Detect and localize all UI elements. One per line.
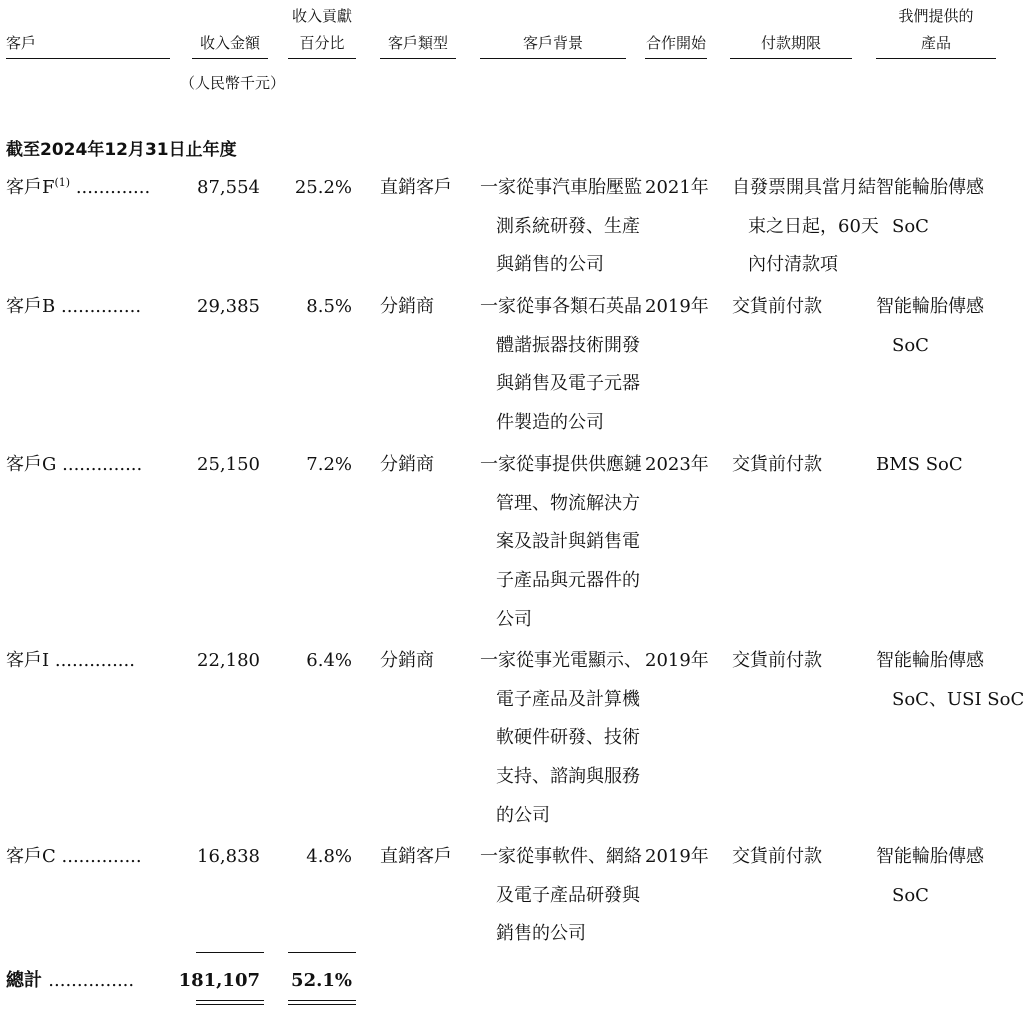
header-products-line2: 產品 — [920, 34, 951, 52]
product-line: 智能輪胎傳感 — [876, 177, 984, 198]
product-line: 智能輪胎傳感 — [876, 296, 984, 317]
payment-terms-line: 交貨前付款 — [732, 846, 822, 867]
customer-background-line: 件製造的公司 — [496, 412, 604, 434]
header-revenue: 收入金額 — [199, 34, 260, 52]
payment-terms-line: 交貨前付款 — [732, 454, 822, 475]
header-rule — [730, 58, 852, 59]
payment-terms-line: 交貨前付款 — [732, 296, 822, 317]
product-line: SoC、USI SoC — [892, 688, 1024, 710]
customer-type: 分銷商 — [380, 650, 434, 671]
pct-value: 7.2% — [306, 454, 352, 475]
customer-type: 分銷商 — [380, 454, 434, 475]
customer-background-line: 及電子產品研發與 — [496, 884, 640, 906]
customer-name: 客戶I .............. — [6, 650, 135, 671]
subtotal-rule — [196, 952, 264, 953]
leader-dots: .............. — [60, 296, 142, 317]
revenue-value: 22,180 — [197, 650, 260, 671]
section-title: 截至2024年12月31日止年度 — [6, 140, 237, 160]
revenue-value: 16,838 — [197, 846, 260, 867]
pct-value: 4.8% — [306, 846, 352, 867]
customer-background-line: 一家從事汽車胎壓監 — [480, 177, 642, 198]
header-customer: 客戶 — [6, 34, 37, 52]
start-year: 2019年 — [645, 650, 709, 671]
customer-type: 分銷商 — [380, 296, 434, 317]
leader-dots: .............. — [61, 846, 142, 867]
header-rule — [380, 58, 456, 59]
customer-background-line: 與銷售及電子元器 — [496, 373, 640, 395]
customer-type: 直銷客戶 — [380, 177, 452, 198]
customer-background-line: 銷售的公司 — [496, 923, 586, 945]
leader-dots: ............... — [48, 970, 135, 991]
total-double-rule — [196, 1000, 264, 1001]
header-rule — [480, 58, 626, 59]
customer-name: 客戶B .............. — [6, 296, 142, 317]
customer-background-line: 一家從事軟件、網絡 — [480, 846, 642, 867]
customer-background-line: 案及設計與銷售電 — [496, 531, 640, 553]
product-line: 智能輪胎傳感 — [876, 846, 984, 867]
product-line: SoC — [892, 884, 929, 906]
total-double-rule — [196, 1004, 264, 1005]
customer-background-line: 一家從事提供供應鏈 — [480, 454, 642, 475]
total-double-rule — [288, 1000, 356, 1001]
revenue-value: 87,554 — [197, 177, 260, 198]
customer-background-line: 與銷售的公司 — [496, 254, 604, 276]
header-rule — [288, 58, 356, 59]
header-products-line1: 我們提供的 — [898, 7, 974, 25]
header-rule — [876, 58, 996, 59]
total-label: 總計 ............... — [6, 970, 135, 991]
customer-background-line: 管理、物流解決方 — [496, 492, 640, 514]
leader-dots: ............. — [75, 177, 151, 198]
footnote-marker: (1) — [54, 176, 71, 189]
total-double-rule — [288, 1004, 356, 1005]
subtotal-rule — [288, 952, 356, 953]
start-year: 2019年 — [645, 846, 709, 867]
customer-background-line: 子產品與元器件的 — [496, 570, 640, 592]
product-line: 智能輪胎傳感 — [876, 650, 984, 671]
revenue-value: 25,150 — [197, 454, 260, 475]
customer-background-line: 公司 — [496, 608, 532, 630]
header-revenue-unit: （人民幣千元） — [180, 74, 286, 92]
customer-name: 客戶C .............. — [6, 846, 142, 867]
customer-type: 直銷客戶 — [380, 846, 452, 867]
customer-background-line: 的公司 — [496, 804, 550, 826]
product-line: SoC — [892, 215, 929, 237]
header-type: 客戶類型 — [387, 34, 448, 52]
customer-background-line: 支持、諮詢與服務 — [496, 766, 640, 788]
leader-dots: .............. — [62, 454, 143, 475]
customer-background-line: 電子產品及計算機 — [496, 688, 640, 710]
pct-value: 8.5% — [306, 296, 352, 317]
total-pct: 52.1% — [291, 970, 352, 991]
header-pct-line2: 百分比 — [299, 34, 345, 52]
header-rule — [645, 58, 707, 59]
customer-name: 客戶G .............. — [6, 454, 143, 475]
pct-value: 25.2% — [294, 177, 352, 198]
customer-background-line: 一家從事光電顯示、 — [480, 650, 642, 671]
start-year: 2019年 — [645, 296, 709, 317]
header-terms: 付款期限 — [760, 34, 821, 52]
header-background: 客戶背景 — [522, 34, 583, 52]
revenue-value: 29,385 — [197, 296, 260, 317]
header-rule — [6, 58, 170, 59]
product-line: BMS SoC — [876, 454, 963, 475]
start-year: 2021年 — [645, 177, 709, 198]
pct-value: 6.4% — [306, 650, 352, 671]
total-revenue: 181,107 — [178, 970, 260, 991]
payment-terms-line: 自發票開具當月結 — [732, 177, 876, 198]
start-year: 2023年 — [645, 454, 709, 475]
header-start: 合作開始 — [645, 34, 706, 52]
customer-background-line: 測系統研發、生產 — [496, 215, 640, 237]
customer-background-line: 體諧振器技術開發 — [496, 334, 640, 356]
leader-dots: .............. — [54, 650, 135, 671]
payment-terms-line: 內付清款項 — [748, 254, 838, 276]
header-rule — [192, 58, 268, 59]
customer-name: 客戶$F^{(1)}$ ............. — [6, 176, 151, 198]
payment-terms-line: 束之日起，60天 — [748, 215, 879, 237]
header-pct-line1: 收入貢獻 — [291, 7, 352, 25]
product-line: SoC — [892, 334, 929, 356]
customer-background-line: 軟硬件研發、技術 — [496, 727, 640, 749]
payment-terms-line: 交貨前付款 — [732, 650, 822, 671]
customer-background-line: 一家從事各類石英晶 — [480, 296, 642, 317]
